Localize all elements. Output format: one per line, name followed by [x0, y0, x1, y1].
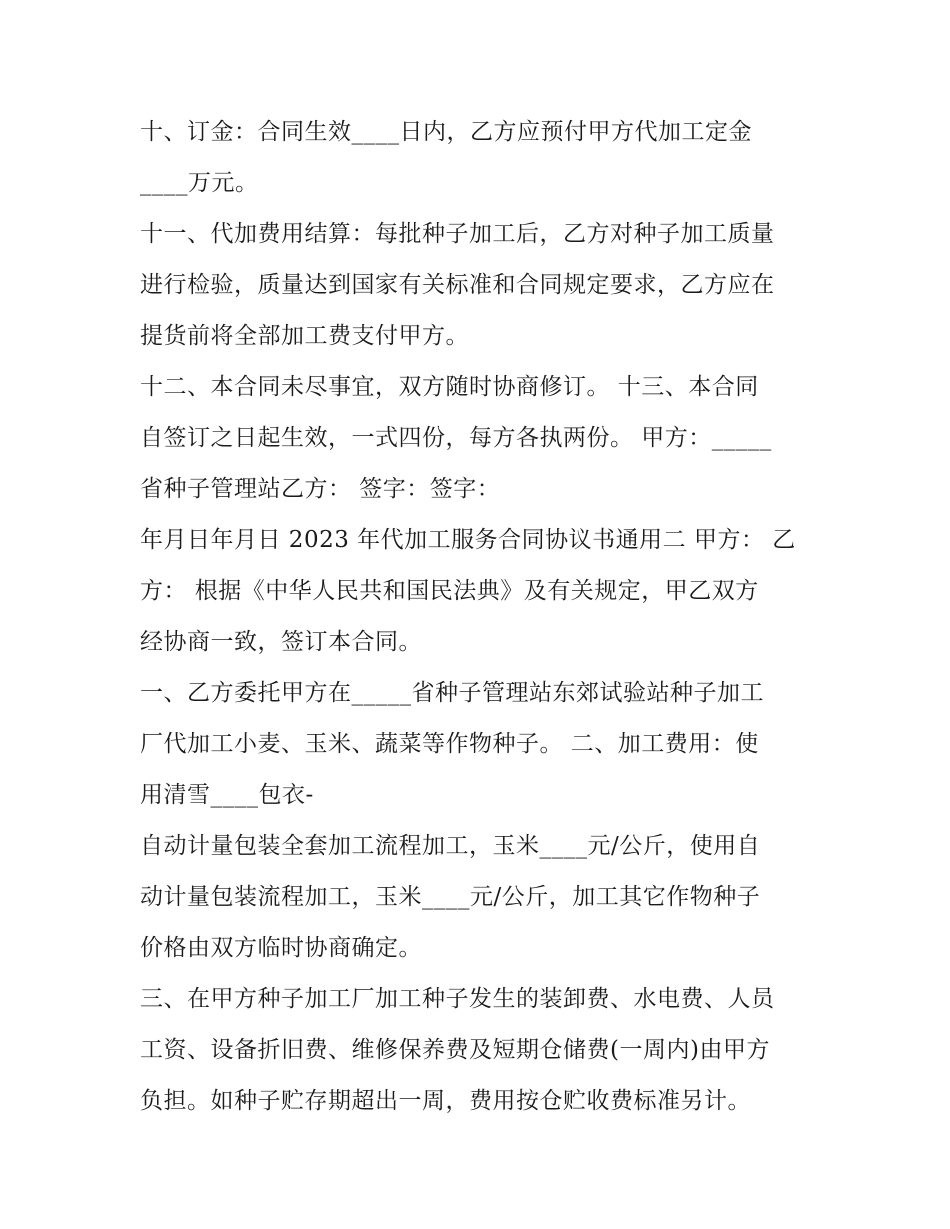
text-line: 自签订之日起生效，一式四份，每方各执两份。 甲方：_____: [140, 425, 772, 451]
text-line: 三、在甲方种子加工厂加工种子发生的装卸费、水电费、人员: [140, 986, 775, 1012]
text-line: 工资、设备折旧费、维修保养费及短期仓储费(一周内)由甲方: [140, 1037, 770, 1063]
text-line: 用清雪____包衣-: [140, 782, 314, 808]
text-line: 经协商一致，签订本合同。: [140, 629, 422, 655]
text-line: 价格由双方临时协商确定。: [140, 935, 422, 961]
text-line: 省种子管理站乙方： 签字：签字：: [140, 476, 501, 502]
document-body: [140, 107, 820, 1127]
text-line: 自动计量包装全套加工流程加工，玉米____元/公斤，使用自: [140, 833, 761, 859]
text-line: 方： 根据《中华人民共和国民法典》及有关规定，甲乙双方: [140, 578, 759, 604]
text-line: 提货前将全部加工费支付甲方。: [140, 323, 469, 349]
text-line: 进行检验，质量达到国家有关标准和合同规定要求，乙方应在: [140, 272, 775, 298]
text-line: 一、乙方委托甲方在_____省种子管理站东郊试验站种子加工: [140, 680, 764, 706]
text-line: 负担。如种子贮存期超出一周，费用按仓贮收费标准另计。: [140, 1088, 751, 1114]
text-line: 厂代加工小麦、玉米、蔬菜等作物种子。 二、加工费用：使: [140, 731, 759, 757]
text-line: ____万元。: [140, 170, 259, 196]
text-line: 年月日年月日 2023 年代加工服务合同协议书通用二 甲方： 乙: [140, 527, 796, 553]
text-line: 十一、代加费用结算：每批种子加工后，乙方对种子加工质量: [140, 221, 775, 247]
text-line: 十二、本合同未尽事宜，双方随时协商修订。 十三、本合同: [140, 374, 759, 400]
text-line: 动计量包装流程加工，玉米____元/公斤，加工其它作物种子: [140, 884, 761, 910]
text-line: 十、订金：合同生效____日内，乙方应预付甲方代加工定金: [140, 119, 752, 145]
